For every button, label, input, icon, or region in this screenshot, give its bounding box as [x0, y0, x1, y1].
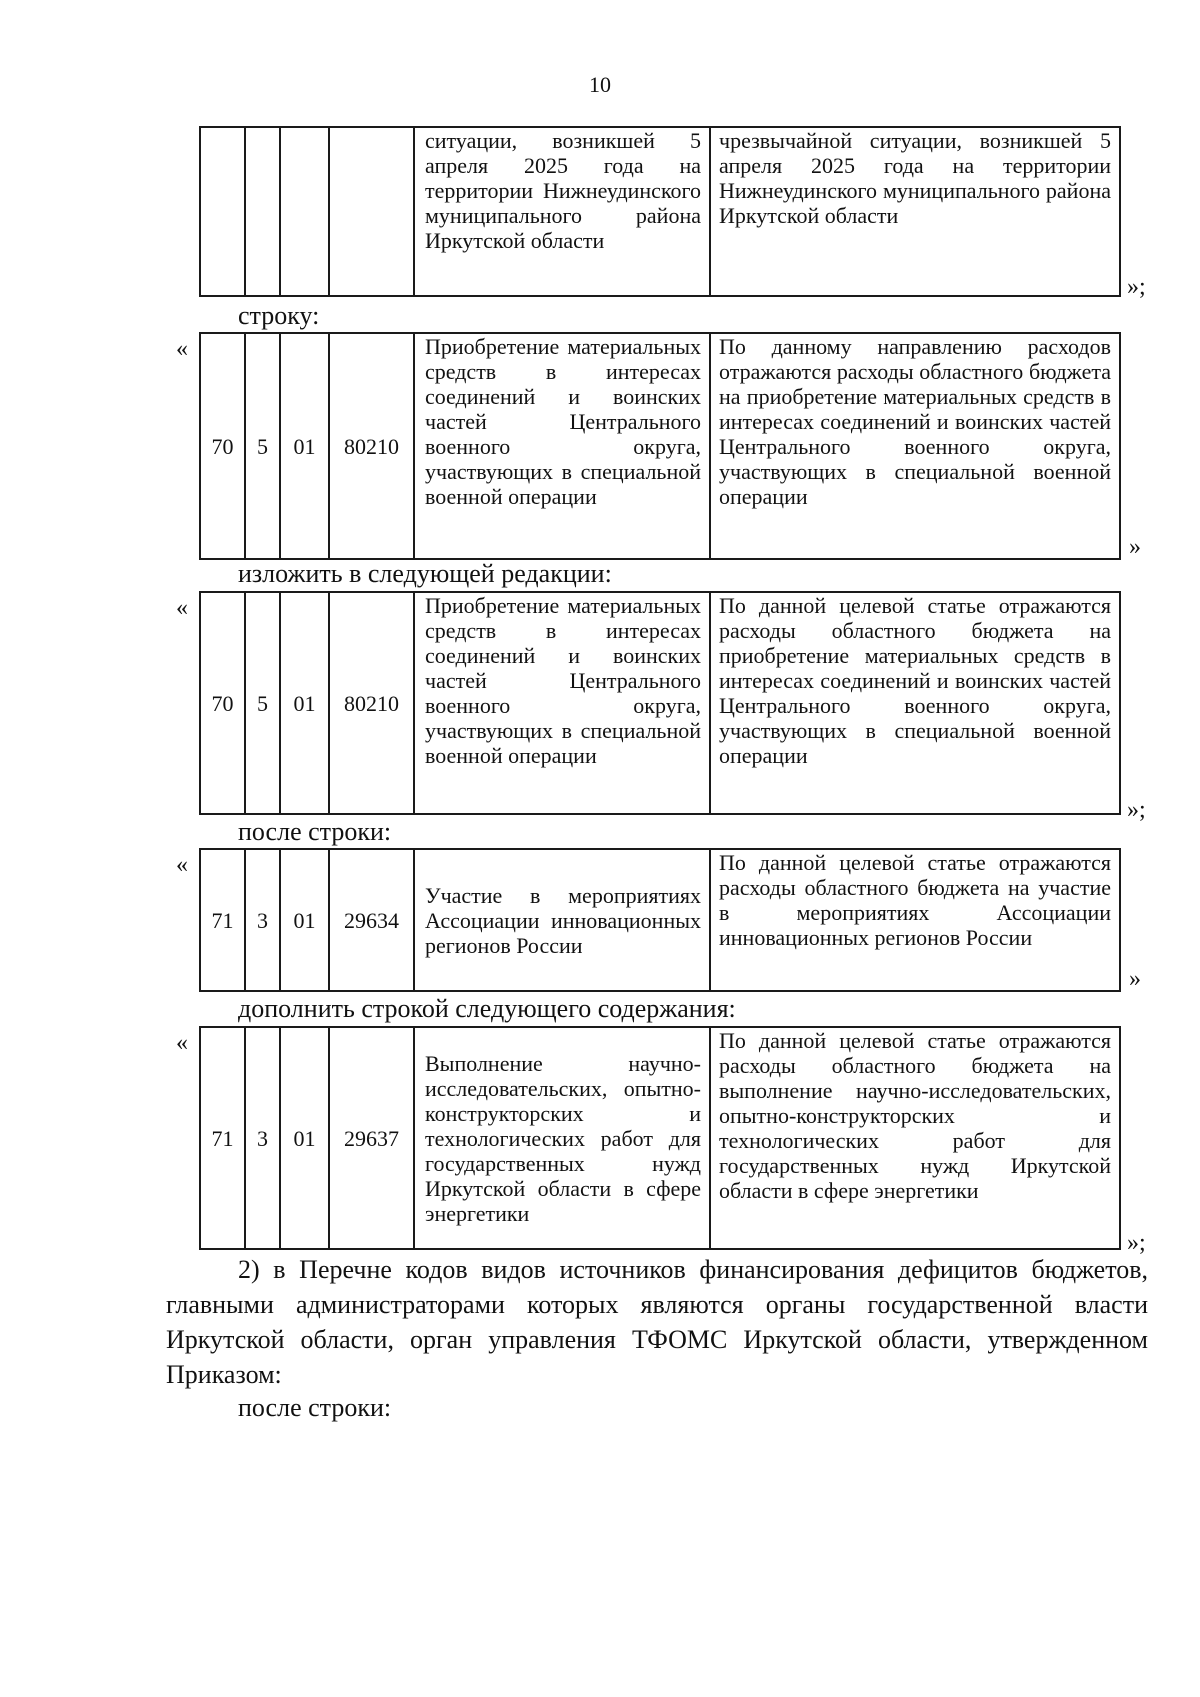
- open-quote: «: [176, 595, 188, 621]
- instruction-label: после строки:: [238, 1393, 392, 1422]
- expense-note: По данному направлению расходов отражаются расходы областного бюджета на приобретение материальных средств в интересах соединений и воинских частей Центрального военного округа, участвующих в специальной военной операции: [710, 333, 1120, 559]
- close-quote: »;: [1127, 274, 1146, 300]
- code-event: 01: [280, 592, 329, 814]
- expense-description: Выполнение научно-исследовательских, опытно-конструкторских и технологических работ для государственных нужд Иркутской области в сфере энергетики: [414, 1027, 710, 1249]
- code-program: 70: [200, 592, 245, 814]
- code-subprogram: 3: [245, 849, 280, 991]
- table-row: [200, 592, 1120, 814]
- open-quote: «: [176, 336, 188, 362]
- close-quote: »;: [1127, 1230, 1146, 1256]
- open-quote: «: [176, 1030, 188, 1056]
- instruction-label: строку:: [238, 301, 320, 330]
- code-direction: 29637: [329, 1027, 414, 1249]
- expense-description: Приобретение материальных средств в интересах соединений и воинских частей Центрального военного округа, участвующих в специальной военной операции: [414, 333, 710, 559]
- expense-description: ситуации, возникшей 5 апреля 2025 года на территории Нижнеудинского муниципального района Иркутской области: [414, 127, 710, 296]
- code-direction: 80210: [329, 592, 414, 814]
- table-row: [200, 127, 1120, 296]
- budget-code-table-old: [199, 332, 1121, 560]
- table-row: [200, 1027, 1120, 1249]
- instruction-label: дополнить строкой следующего содержания:: [238, 994, 736, 1023]
- close-quote: »: [1129, 534, 1141, 560]
- code-direction: [329, 127, 414, 296]
- paragraph-text: 2) в Перечне кодов видов источников финансирования дефицитов бюджетов, главными администраторами которых являются органы государственной власти Иркутской области, орган управления ТФОМС Иркутской области, утвержденном Приказом:: [166, 1255, 1148, 1389]
- code-subprogram: 5: [245, 592, 280, 814]
- code-subprogram: 5: [245, 333, 280, 559]
- code-program: 71: [200, 1027, 245, 1249]
- expense-note: По данной целевой статье отражаются расходы областного бюджета на участие в мероприятиях Ассоциации инновационных регионов России: [710, 849, 1120, 991]
- code-event: [280, 127, 329, 296]
- close-quote: »: [1129, 966, 1141, 992]
- budget-code-table-added: [199, 1026, 1121, 1250]
- expense-description: Приобретение материальных средств в интересах соединений и воинских частей Центрального военного округа, участвующих в специальной военной операции: [414, 592, 710, 814]
- code-event: 01: [280, 1027, 329, 1249]
- open-quote: «: [176, 852, 188, 878]
- code-program: 71: [200, 849, 245, 991]
- close-quote: »;: [1127, 797, 1146, 823]
- table-row: [200, 849, 1120, 991]
- code-direction: 29634: [329, 849, 414, 991]
- expense-note: По данной целевой статье отражаются расходы областного бюджета на приобретение материальных средств в интересах соединений и воинских частей Центрального военного округа, участвующих в специальной военной операции: [710, 592, 1120, 814]
- code-program: 70: [200, 333, 245, 559]
- budget-code-table-new: [199, 591, 1121, 815]
- instruction-label: после строки:: [238, 817, 392, 846]
- code-subprogram: [245, 127, 280, 296]
- expense-note: чрезвычайной ситуации, возникшей 5 апреля 2025 года на территории Нижнеудинского муниципального района Иркутской области: [710, 127, 1120, 296]
- table-row: [200, 333, 1120, 559]
- code-event: 01: [280, 333, 329, 559]
- body-paragraph: [166, 1252, 1148, 1392]
- page-number: 10: [589, 72, 611, 97]
- code-direction: 80210: [329, 333, 414, 559]
- budget-code-table-continued: [199, 126, 1121, 297]
- instruction-label: изложить в следующей редакции:: [238, 559, 612, 588]
- expense-description: Участие в мероприятиях Ассоциации инновационных регионов России: [414, 849, 710, 991]
- budget-code-table-anchor: [199, 848, 1121, 992]
- code-program: [200, 127, 245, 296]
- expense-note: По данной целевой статье отражаются расходы областного бюджета на выполнение научно-исследовательских, опытно-конструкторских и технологических работ для государственных нужд Иркутской области в сфере энергетики: [710, 1027, 1120, 1249]
- code-event: 01: [280, 849, 329, 991]
- code-subprogram: 3: [245, 1027, 280, 1249]
